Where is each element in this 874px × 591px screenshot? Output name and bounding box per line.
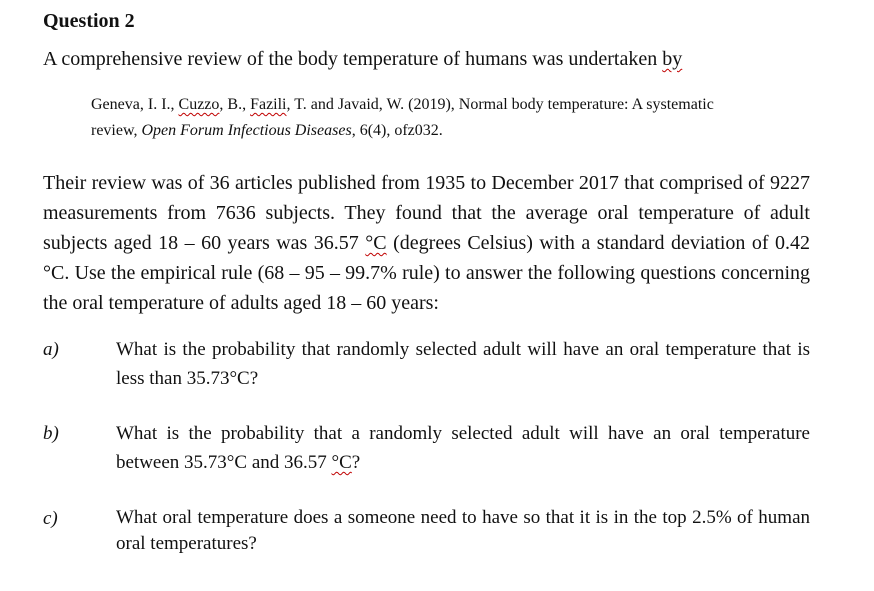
unit-flagged: °C (365, 232, 387, 254)
question-b-label: b) (43, 423, 59, 444)
question-heading: Question 2 (43, 10, 135, 32)
question-c-label: c) (43, 508, 58, 529)
question-a-text: What is the probability that randomly selected adult will have an oral temperature that is less than 35.73°C? (116, 339, 810, 389)
question-b-text (116, 419, 810, 477)
citation-part: , 6(4), ofz032. (351, 122, 443, 139)
context-paragraph (43, 168, 810, 318)
question-b-body: What is the probability that a randomly selected adult will have an oral temperature between 35.73°C and 36.57 (116, 423, 810, 473)
citation-author-flagged: Fazili (250, 96, 287, 113)
spellcheck-flagged-word: by (662, 48, 683, 70)
citation-part: , T. and Javaid, W. (2019), Normal body temperature: A systematic review, (91, 96, 714, 139)
intro-text: A comprehensive review of the body temperature of humans was undertaken (43, 48, 663, 70)
question-a-label: a) (43, 339, 59, 360)
paragraph-text: (degrees Celsius) with a standard deviation of 0.42 °C. Use the empirical rule (68 – 95 – 99.7% rule) to answer the following questions concerning the oral temperature of adults aged 18 – 60 years: (43, 232, 810, 314)
citation-author-flagged: Cuzzo (178, 96, 220, 113)
unit-flagged: °C (331, 452, 352, 473)
question-b-end: ? (351, 452, 361, 473)
question-c-text: What oral temperature does a someone need to have so that it is in the top 2.5% of human oral temperatures? (116, 507, 810, 554)
citation-part: Geneva, I. I., (91, 96, 179, 113)
reference-citation (91, 92, 731, 144)
citation-part: , B., (219, 96, 251, 113)
citation-journal: Open Forum Infectious Diseases (141, 122, 352, 139)
paragraph-text: Their review was of 36 articles published from 1935 to December 2017 that comprised of 9227 measurements from 7636 subjects. They found that the average oral temperature of adult subjects aged 18 – 60 years was 36.57 (43, 172, 810, 254)
intro-sentence (43, 46, 682, 72)
